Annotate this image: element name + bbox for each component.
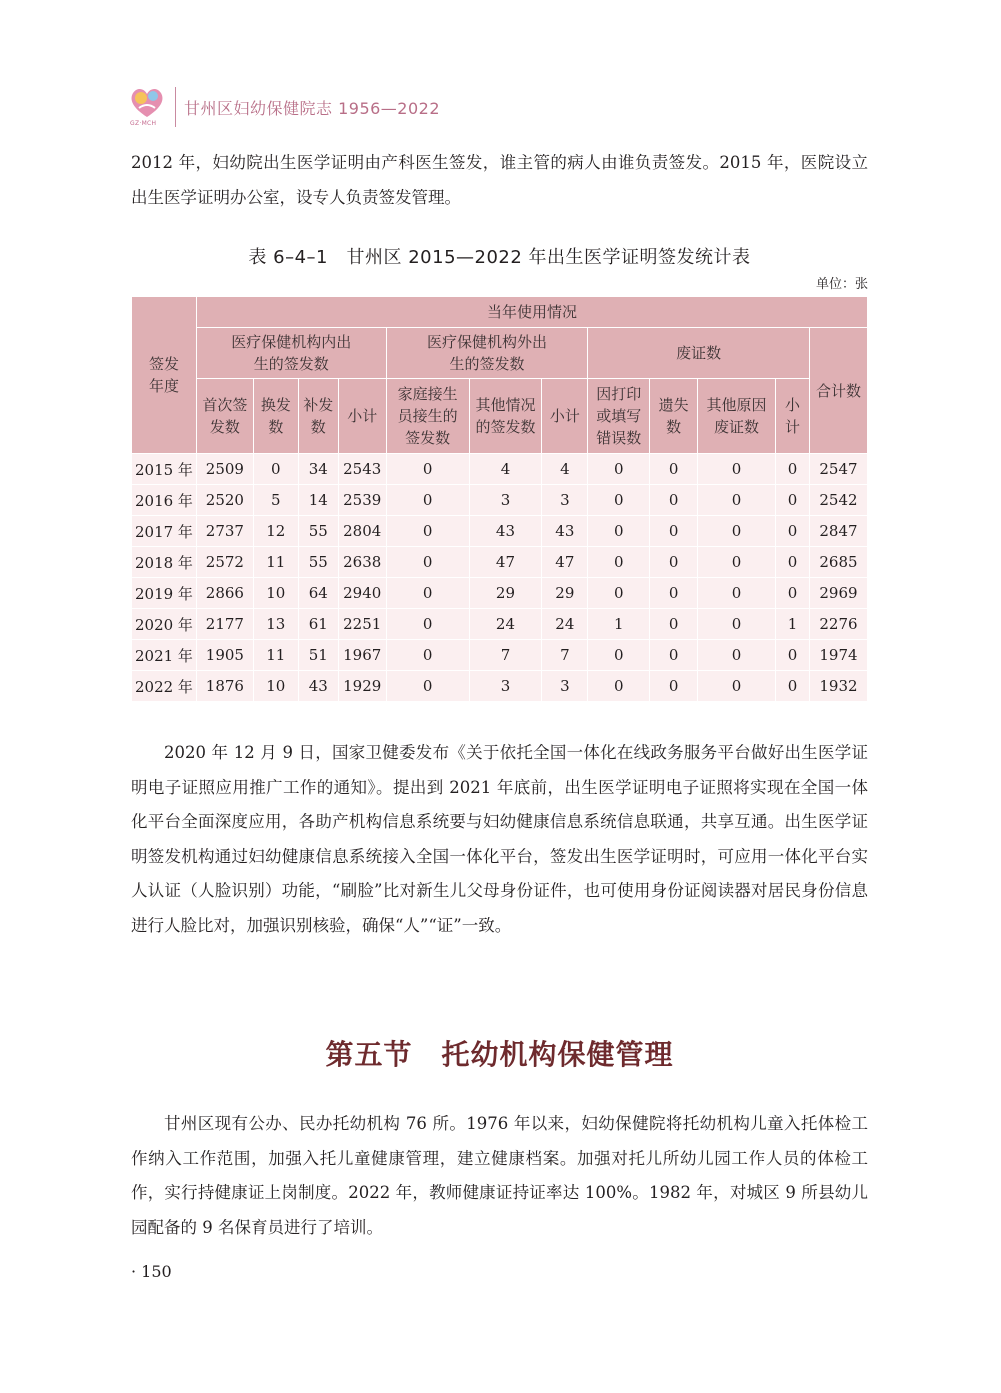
- cell-total: 2685: [809, 547, 867, 578]
- cell-subtotal-in: 1929: [338, 671, 386, 702]
- cell-other-void: 0: [698, 547, 776, 578]
- cell-lost: 0: [650, 609, 698, 640]
- cell-subtotal-void: 1: [775, 609, 809, 640]
- cell-year: 2022 年: [132, 671, 197, 702]
- table-unit: 单位：张: [815, 277, 868, 292]
- header-first: 首次签发数: [196, 379, 253, 454]
- cell-other: 3: [469, 485, 542, 516]
- cell-replace: 11: [253, 547, 298, 578]
- cell-subtotal-out: 24: [542, 609, 588, 640]
- header-subtotal-out: 小计: [542, 379, 588, 454]
- cell-subtotal-out: 47: [542, 547, 588, 578]
- cell-total: 2276: [809, 609, 867, 640]
- cell-home: 0: [386, 609, 469, 640]
- cell-misprint: 1: [588, 609, 650, 640]
- cell-other: 7: [469, 640, 542, 671]
- table-row: [132, 640, 868, 671]
- cell-replace: 12: [253, 516, 298, 547]
- cell-subtotal-in: 2940: [338, 578, 386, 609]
- cell-subtotal-in: 2638: [338, 547, 386, 578]
- cell-first: 2509: [196, 454, 253, 485]
- cell-subtotal-void: 0: [775, 454, 809, 485]
- cell-subtotal-in: 2543: [338, 454, 386, 485]
- cell-year: 2019 年: [132, 578, 197, 609]
- table-row: [132, 454, 868, 485]
- cell-subtotal-out: 43: [542, 516, 588, 547]
- logo-heart-icon: [127, 84, 167, 120]
- paragraph-childcare: 甘州区现有公办、民办托幼机构 76 所。1976 年以来，妇幼保健院将托幼机构儿童入托体检工作纳入工作范围，加强入托儿童健康管理，建立健康档案。加强对托儿所幼儿园工作人员的体检工作，实行持健康证上岗制度。2022 年，教师健康证持证率达 100%。1982 年，对城区 9 所县幼儿园配备的 9 名保育员进行了培训。: [131, 1114, 868, 1237]
- cell-lost: 0: [650, 578, 698, 609]
- cell-year: 2018 年: [132, 547, 197, 578]
- cell-other: 24: [469, 609, 542, 640]
- cell-first: 2866: [196, 578, 253, 609]
- cell-misprint: 0: [588, 640, 650, 671]
- header-void: 废证数: [588, 328, 810, 379]
- cell-misprint: 0: [588, 454, 650, 485]
- cell-subtotal-void: 0: [775, 671, 809, 702]
- cell-replace: 10: [253, 671, 298, 702]
- cell-first: 2520: [196, 485, 253, 516]
- cell-first: 2177: [196, 609, 253, 640]
- cell-reissue: 55: [298, 547, 338, 578]
- cell-reissue: 55: [298, 516, 338, 547]
- cell-subtotal-in: 2539: [338, 485, 386, 516]
- cell-total: 2847: [809, 516, 867, 547]
- paragraph-electronic-certificate: 2020 年 12 月 9 日，国家卫健委发布《关于依托全国一体化在线政务服务平台做好出生医学证明电子证照应用推广工作的通知》。提出到 2021 年底前，出生医学证明电子证照将实现在全国一体化平台全面深度应用，各助产机构信息系统要与妇幼健康信息系统信息联通，共享互通。出生医学证明签发机构通过妇幼健康信息系统接入全国一体化平台，签发出生医学证明时，可应用一体化平台实人认证（人脸识别）功能，“刷脸”比对新生儿父母身份证件，也可使用身份证阅读器对居民身份信息进行人脸比对，加强识别核验，确保“人”“证”一致。: [131, 743, 868, 935]
- cell-subtotal-void: 0: [775, 516, 809, 547]
- book-title: 甘州区妇幼保健院志 1956—2022: [184, 98, 441, 118]
- header-usage: 当年使用情况: [196, 297, 867, 328]
- cell-replace: 10: [253, 578, 298, 609]
- certificate-stats-table: [131, 296, 868, 702]
- cell-subtotal-out: 7: [542, 640, 588, 671]
- cell-reissue: 61: [298, 609, 338, 640]
- cell-subtotal-out: 29: [542, 578, 588, 609]
- cell-total: 2547: [809, 454, 867, 485]
- cell-misprint: 0: [588, 671, 650, 702]
- cell-year: 2017 年: [132, 516, 197, 547]
- cell-subtotal-out: 3: [542, 485, 588, 516]
- cell-subtotal-out: 4: [542, 454, 588, 485]
- table-row: [132, 485, 868, 516]
- cell-other: 29: [469, 578, 542, 609]
- table-row: [132, 547, 868, 578]
- header-outside: 医疗保健机构外出生的签发数: [386, 328, 588, 379]
- cell-year: 2016 年: [132, 485, 197, 516]
- header-inside: 医疗保健机构内出生的签发数: [196, 328, 386, 379]
- cell-subtotal-void: 0: [775, 485, 809, 516]
- cell-other-void: 0: [698, 609, 776, 640]
- header-replace: 换发数: [253, 379, 298, 454]
- cell-first: 2737: [196, 516, 253, 547]
- cell-total: 2969: [809, 578, 867, 609]
- cell-subtotal-in: 1967: [338, 640, 386, 671]
- cell-misprint: 0: [588, 578, 650, 609]
- cell-reissue: 14: [298, 485, 338, 516]
- cell-home: 0: [386, 547, 469, 578]
- cell-year: 2020 年: [132, 609, 197, 640]
- cell-replace: 0: [253, 454, 298, 485]
- cell-reissue: 34: [298, 454, 338, 485]
- cell-replace: 13: [253, 609, 298, 640]
- cell-total: 2542: [809, 485, 867, 516]
- header-lost: 遗失数: [650, 379, 698, 454]
- table-title: 表 6–4–1 甘州区 2015—2022 年出生医学证明签发统计表: [248, 247, 751, 268]
- cell-lost: 0: [650, 671, 698, 702]
- cell-replace: 11: [253, 640, 298, 671]
- cell-first: 1876: [196, 671, 253, 702]
- cell-home: 0: [386, 454, 469, 485]
- cell-other-void: 0: [698, 516, 776, 547]
- cell-lost: 0: [650, 547, 698, 578]
- cell-other: 3: [469, 671, 542, 702]
- cell-home: 0: [386, 516, 469, 547]
- cell-other-void: 0: [698, 671, 776, 702]
- cell-year: 2015 年: [132, 454, 197, 485]
- cell-other-void: 0: [698, 640, 776, 671]
- cell-misprint: 0: [588, 485, 650, 516]
- cell-other: 4: [469, 454, 542, 485]
- header-total: 合计数: [809, 328, 867, 454]
- cell-subtotal-out: 3: [542, 671, 588, 702]
- cell-first: 2572: [196, 547, 253, 578]
- cell-home: 0: [386, 485, 469, 516]
- cell-other-void: 0: [698, 578, 776, 609]
- header-misprint: 因打印或填写错误数: [588, 379, 650, 454]
- cell-subtotal-in: 2804: [338, 516, 386, 547]
- header-reissue: 补发数: [298, 379, 338, 454]
- cell-other: 43: [469, 516, 542, 547]
- table-row: [132, 578, 868, 609]
- cell-year: 2021 年: [132, 640, 197, 671]
- cell-subtotal-in: 2251: [338, 609, 386, 640]
- paragraph-intro: 2012 年，妇幼院出生医学证明由产科医生签发，谁主管的病人由谁负责签发。2015 年，医院设立出生医学证明办公室，设专人负责签发管理。: [131, 153, 868, 207]
- cell-lost: 0: [650, 454, 698, 485]
- table-row: [132, 516, 868, 547]
- page-header: [127, 84, 440, 130]
- header-year: 签发年度: [132, 297, 197, 454]
- cell-subtotal-void: 0: [775, 547, 809, 578]
- hospital-logo: [127, 84, 167, 130]
- cell-other-void: 0: [698, 454, 776, 485]
- cell-misprint: 0: [588, 516, 650, 547]
- cell-other-void: 0: [698, 485, 776, 516]
- cell-misprint: 0: [588, 547, 650, 578]
- cell-subtotal-void: 0: [775, 578, 809, 609]
- header-divider: [175, 87, 176, 127]
- header-other: 其他情况的签发数: [469, 379, 542, 454]
- table-row: [132, 671, 868, 702]
- cell-replace: 5: [253, 485, 298, 516]
- page-number: · 150: [131, 1262, 172, 1281]
- header-subtotal-void: 小计: [775, 379, 809, 454]
- header-other-void: 其他原因废证数: [698, 379, 776, 454]
- cell-reissue: 51: [298, 640, 338, 671]
- cell-first: 1905: [196, 640, 253, 671]
- cell-reissue: 43: [298, 671, 338, 702]
- cell-lost: 0: [650, 516, 698, 547]
- cell-subtotal-void: 0: [775, 640, 809, 671]
- section-heading: 第五节 托幼机构保健管理: [325, 1038, 674, 1071]
- cell-home: 0: [386, 578, 469, 609]
- header-home: 家庭接生员接生的签发数: [386, 379, 469, 454]
- header-subtotal-in: 小计: [338, 379, 386, 454]
- table-row: [132, 609, 868, 640]
- cell-other: 47: [469, 547, 542, 578]
- cell-total: 1974: [809, 640, 867, 671]
- cell-lost: 0: [650, 640, 698, 671]
- cell-home: 0: [386, 671, 469, 702]
- cell-reissue: 64: [298, 578, 338, 609]
- cell-lost: 0: [650, 485, 698, 516]
- cell-total: 1932: [809, 671, 867, 702]
- cell-home: 0: [386, 640, 469, 671]
- logo-text: GZ·MCH: [130, 120, 157, 127]
